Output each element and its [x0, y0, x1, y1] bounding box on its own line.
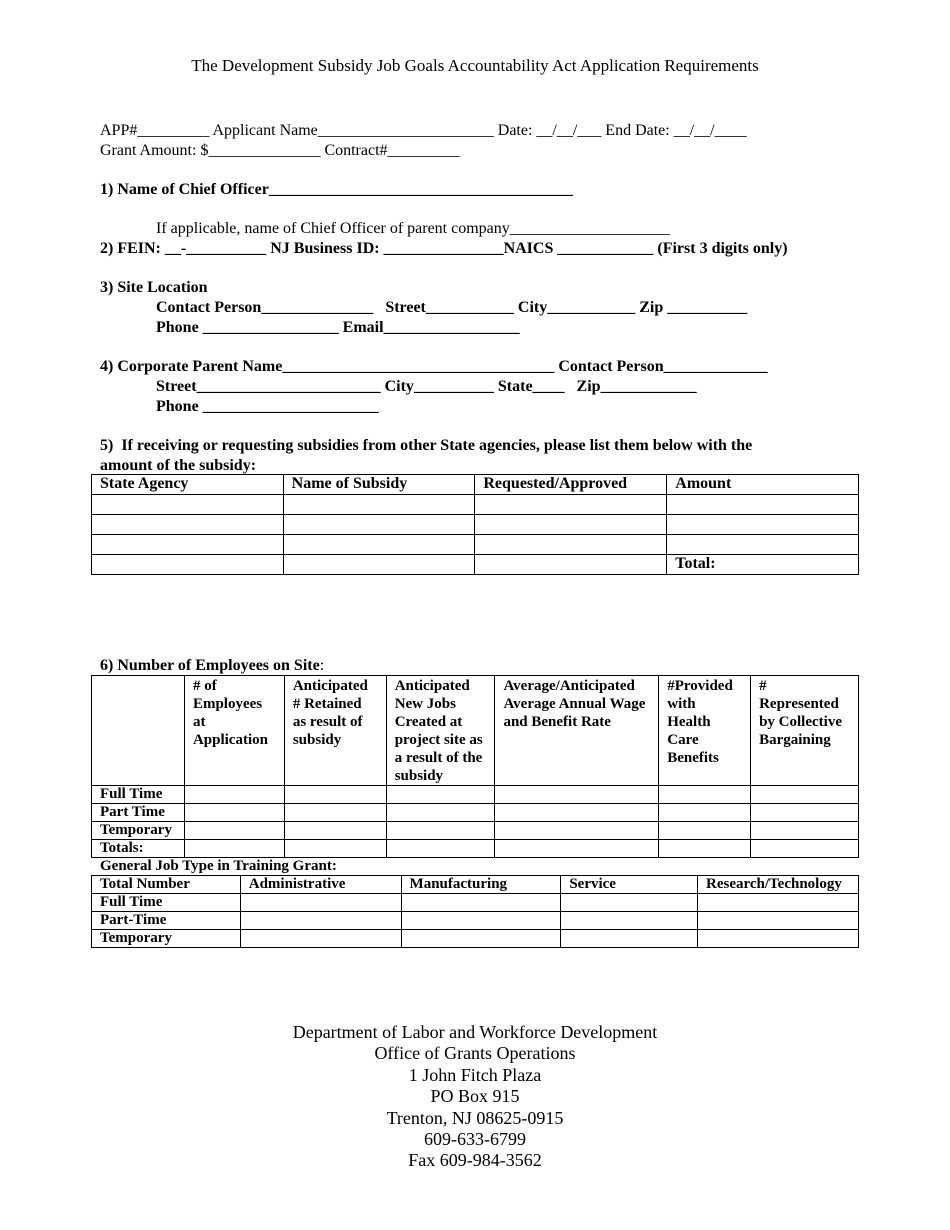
column-header: Amount	[667, 475, 859, 495]
table-cell[interactable]	[698, 894, 859, 912]
table-cell[interactable]	[698, 930, 859, 948]
table-cell[interactable]	[240, 894, 401, 912]
table-cell[interactable]	[667, 515, 859, 535]
table-cell[interactable]	[475, 555, 667, 575]
table-cell[interactable]	[475, 515, 667, 535]
footer-fax: Fax 609-984-3562	[408, 1150, 542, 1171]
table-cell[interactable]	[659, 840, 751, 858]
table-cell[interactable]	[283, 495, 475, 515]
grant-amount-line: Grant Amount: $______________ Contract#_________	[100, 142, 460, 159]
column-header: Research/Technology	[698, 876, 859, 894]
column-header: # of Employees at Application	[184, 676, 284, 786]
table-cell[interactable]	[92, 495, 284, 515]
table-cell[interactable]	[561, 912, 698, 930]
corporate-address-line: Street_______________________ City__________ State____ Zip____________	[156, 378, 697, 395]
footer-department: Department of Labor and Workforce Development	[292, 1022, 658, 1042]
table-cell[interactable]	[184, 822, 284, 840]
table-cell[interactable]	[561, 894, 698, 912]
table-row	[92, 912, 859, 930]
table-cell[interactable]	[495, 822, 659, 840]
table-cell[interactable]	[751, 786, 859, 804]
table-cell[interactable]	[659, 786, 751, 804]
table-cell[interactable]	[475, 495, 667, 515]
table-cell[interactable]	[659, 804, 751, 822]
column-header	[92, 676, 185, 786]
table-cell[interactable]	[283, 555, 475, 575]
parent-chief-officer-line: If applicable, name of Chief Officer of parent company____________________	[156, 220, 670, 237]
column-header: #Provided with Health Care Benefits	[659, 676, 751, 786]
page-title: The Development Subsidy Job Goals Accountability Act Application Requirements	[191, 56, 759, 75]
table-cell[interactable]	[386, 840, 495, 858]
column-header: Anticipated # Retained as result of subsidy	[284, 676, 386, 786]
footer-city: Trenton, NJ 08625-0915	[386, 1107, 564, 1128]
column-header: Requested/Approved	[475, 475, 667, 495]
table-row	[92, 804, 859, 822]
site-location-heading: 3) Site Location	[100, 279, 208, 296]
row-label: Full Time	[92, 786, 185, 804]
employees-heading	[100, 656, 324, 676]
table-cell[interactable]	[751, 804, 859, 822]
table-cell[interactable]	[401, 894, 561, 912]
table-cell[interactable]	[92, 555, 284, 575]
row-label: Temporary	[92, 822, 185, 840]
column-header: Administrative	[240, 876, 401, 894]
subsidies-question-line1: 5) If receiving or requesting subsidies from other State agencies, please list them below with the	[100, 437, 753, 454]
column-header: Average/Anticipated Average Annual Wage and Benefit Rate	[495, 676, 659, 786]
site-contact-line: Contact Person______________ Street___________ City___________ Zip __________	[156, 299, 748, 316]
table-row	[92, 515, 859, 535]
table-cell[interactable]	[659, 822, 751, 840]
table-cell[interactable]	[401, 930, 561, 948]
table-cell[interactable]	[751, 840, 859, 858]
table-row	[92, 840, 859, 858]
row-label: Temporary	[92, 930, 241, 948]
table-cell[interactable]	[698, 912, 859, 930]
table-cell[interactable]	[667, 495, 859, 515]
row-label: Full Time	[92, 894, 241, 912]
table-cell[interactable]	[475, 535, 667, 555]
table-cell[interactable]	[401, 912, 561, 930]
table-row	[92, 930, 859, 948]
table-cell[interactable]	[284, 804, 386, 822]
column-header: Service	[561, 876, 698, 894]
table-cell[interactable]	[386, 786, 495, 804]
site-phone-line: Phone _________________ Email_________________	[156, 319, 520, 336]
table-cell[interactable]	[184, 840, 284, 858]
table-row	[92, 495, 859, 515]
employees-table	[91, 675, 859, 858]
fein-line: 2) FEIN: __-__________ NJ Business ID: _______________NAICS ____________ (First 3 digits only)	[100, 240, 788, 257]
table-row	[92, 535, 859, 555]
employees-heading-text: 6) Number of Employees on Site	[100, 657, 320, 674]
table-cell[interactable]	[386, 822, 495, 840]
table-cell[interactable]	[284, 786, 386, 804]
row-label: Totals:	[92, 840, 185, 858]
chief-officer-line: 1) Name of Chief Officer______________________________________	[100, 181, 573, 198]
table-header-row	[92, 876, 859, 894]
application-header-line: APP#_________ Applicant Name______________________ Date: __/__/___ End Date: __/__/____	[100, 122, 747, 139]
table-row	[92, 786, 859, 804]
column-header: Anticipated New Jobs Created at project site as a result of the subsidy	[386, 676, 495, 786]
table-cell[interactable]	[386, 804, 495, 822]
table-cell[interactable]	[495, 786, 659, 804]
column-header: Manufacturing	[401, 876, 561, 894]
corporate-phone-line: Phone ______________________	[156, 398, 379, 415]
table-cell[interactable]	[283, 515, 475, 535]
footer-address	[0, 1022, 950, 1172]
job-type-table	[91, 875, 859, 948]
table-cell[interactable]	[184, 804, 284, 822]
table-cell[interactable]	[240, 930, 401, 948]
corporate-parent-line: 4) Corporate Parent Name__________________________________ Contact Person_____________	[100, 358, 768, 375]
column-header: # Represented by Collective Bargaining	[751, 676, 859, 786]
table-cell[interactable]	[667, 535, 859, 555]
table-cell[interactable]	[561, 930, 698, 948]
row-label: Part-Time	[92, 912, 241, 930]
row-label: Part Time	[92, 804, 185, 822]
footer-phone: 609-633-6799	[424, 1129, 526, 1150]
footer-po-box: PO Box 915	[430, 1086, 520, 1107]
footer-office: Office of Grants Operations	[374, 1043, 576, 1064]
subsidies-table	[91, 474, 859, 575]
table-cell[interactable]	[284, 840, 386, 858]
table-header-row	[92, 475, 859, 495]
table-cell[interactable]	[751, 822, 859, 840]
table-cell[interactable]	[92, 515, 284, 535]
table-cell[interactable]	[92, 535, 284, 555]
table-cell[interactable]	[184, 786, 284, 804]
employees-heading-colon: :	[319, 657, 325, 674]
subsidies-question-line2: amount of the subsidy:	[100, 457, 257, 474]
table-header-row	[92, 676, 859, 786]
column-header: Total Number	[92, 876, 241, 894]
column-header: State Agency	[92, 475, 284, 495]
table-cell[interactable]	[240, 912, 401, 930]
column-header: Name of Subsidy	[283, 475, 475, 495]
footer-street: 1 John Fitch Plaza	[408, 1064, 542, 1085]
table-row	[92, 822, 859, 840]
table-cell[interactable]	[495, 840, 659, 858]
table-cell[interactable]	[495, 804, 659, 822]
total-label: Total:	[667, 555, 859, 575]
table-row	[92, 894, 859, 912]
table-cell[interactable]	[284, 822, 386, 840]
job-type-heading: General Job Type in Training Grant:	[100, 858, 337, 874]
table-row	[92, 555, 859, 575]
table-cell[interactable]	[283, 535, 475, 555]
